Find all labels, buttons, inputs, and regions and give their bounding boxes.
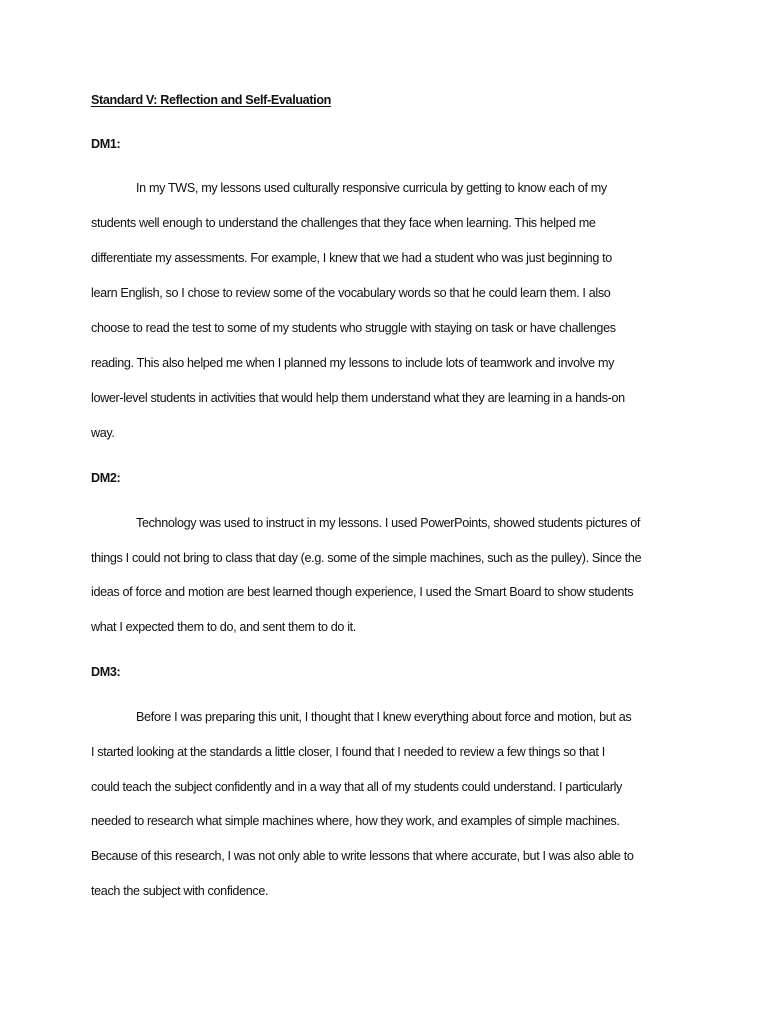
paragraph-line: teach the subject with confidence.: [91, 884, 269, 898]
paragraph-line: ideas of force and motion are best learned though experience, I used the Smart Board to show students: [91, 585, 634, 599]
paragraph-line: In my TWS, my lessons used culturally responsive curricula by getting to know each of my: [136, 181, 607, 195]
paragraph-line: needed to research what simple machines where, how they work, and examples of simple machines.: [91, 814, 620, 828]
section-label-dm1: DM1:: [91, 137, 121, 151]
paragraph-line: reading. This also helped me when I planned my lessons to include lots of teamwork and involve my: [91, 356, 615, 370]
paragraph-line: differentiate my assessments. For example, I knew that we had a student who was just beginning to: [91, 251, 612, 265]
paragraph-line: things I could not bring to class that day (e.g. some of the simple machines, such as the pulley). Since the: [91, 551, 642, 565]
document-heading: Standard V: Reflection and Self-Evaluation: [91, 93, 332, 107]
paragraph-line: students well enough to understand the challenges that they face when learning. This helped me: [91, 216, 596, 230]
paragraph-line: could teach the subject confidently and in a way that all of my students could understand. I particularly: [91, 780, 622, 794]
paragraph-line: Technology was used to instruct in my lessons. I used PowerPoints, showed students pictures of: [136, 516, 641, 530]
paragraph-line: Before I was preparing this unit, I thought that I knew everything about force and motion, but as: [136, 710, 632, 724]
paragraph-line: what I expected them to do, and sent them to do it.: [91, 620, 356, 634]
paragraph-line: learn English, so I chose to review some of the vocabulary words so that he could learn them. I also: [91, 286, 611, 300]
section-label-dm2: DM2:: [91, 471, 121, 485]
section-label-dm3: DM3:: [91, 665, 121, 679]
paragraph-line: way.: [91, 426, 115, 440]
paragraph-line: I started looking at the standards a little closer, I found that I needed to review a few things so that I: [91, 745, 605, 759]
paragraph-line: lower-level students in activities that would help them understand what they are learning in a hands-on: [91, 391, 625, 405]
paragraph-line: Because of this research, I was not only able to write lessons that where accurate, but I was also able to: [91, 849, 634, 863]
paragraph-line: choose to read the test to some of my students who struggle with staying on task or have challenges: [91, 321, 616, 335]
